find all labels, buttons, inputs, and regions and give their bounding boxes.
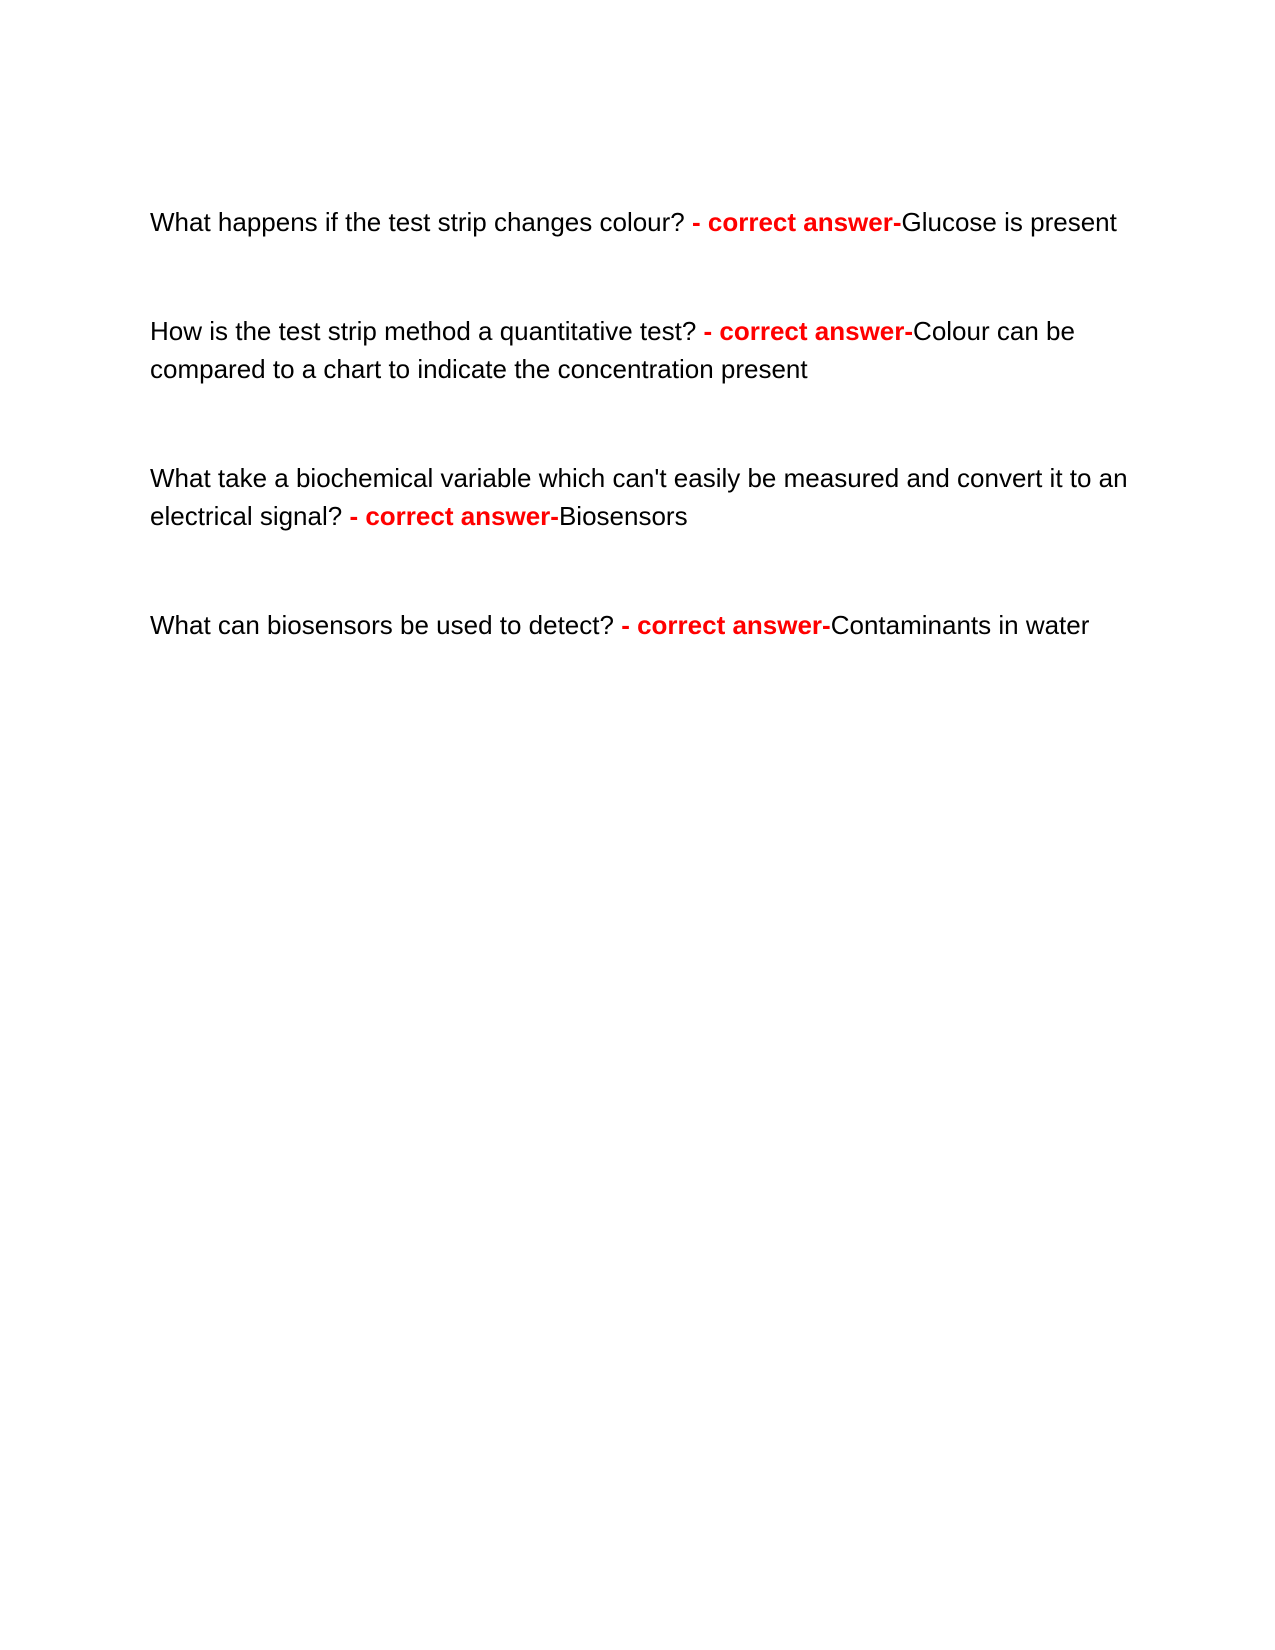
question-text: How is the test strip method a quantitative test? [150, 316, 704, 346]
answer-marker: - correct answer- [349, 501, 559, 531]
answer-marker: - correct answer- [621, 610, 831, 640]
question-text: What can biosensors be used to detect? [150, 610, 622, 640]
qa-item [150, 459, 1140, 535]
qa-item [150, 312, 1140, 388]
answer-marker: - correct answer- [703, 316, 914, 346]
answer-text: Contaminants in water [830, 610, 1090, 640]
qa-item [150, 606, 1140, 644]
qa-item [150, 203, 1140, 241]
answer-text: Biosensors [558, 501, 688, 531]
answer-marker: - correct answer- [691, 207, 902, 237]
qa-list [150, 203, 1140, 715]
answer-text: Colour can be compared to a chart to indicate the concentration present [150, 316, 1075, 384]
question-text: What take a biochemical variable which can't easily be measured and convert it to an electrical signal? [150, 463, 1128, 531]
question-text: What happens if the test strip changes colour? [150, 207, 692, 237]
answer-text: Glucose is present [901, 207, 1117, 237]
